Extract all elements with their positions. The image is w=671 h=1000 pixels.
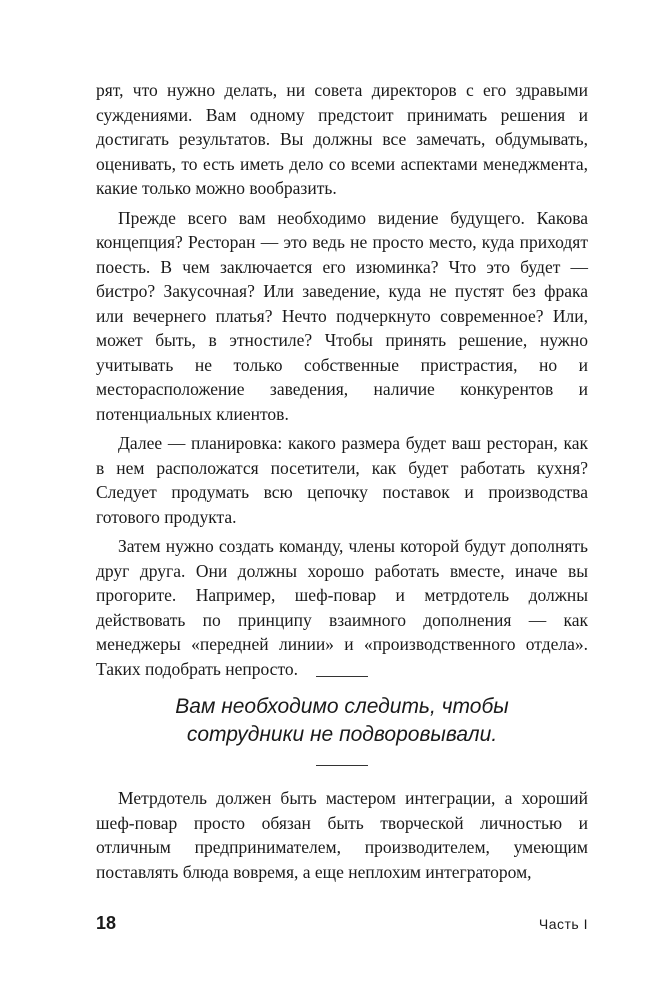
body-text: [96, 78, 588, 686]
pull-quote-top-rule: [316, 676, 368, 677]
paragraph-continued: рят, что нужно делать, ни совета директоров с его здравыми суждениями. Вам одному предстоит принимать решения и достигать результатов. Вы должны все замечать, обдумывать, оценивать, то есть иметь дело со всеми аспектами менеджмента, какие только можно вообразить.: [96, 80, 588, 198]
pull-quote-bottom-rule: [316, 765, 368, 766]
paragraph-team: Затем нужно создать команду, члены которой будут дополнять друг друга. Они должны хорошо работать вместе, иначе вы прогорите. Например, шеф-повар и метрдотель должны действовать по принципу взаимного дополнения — как менеджеры «передней линии» и «производственного отдела». Таких подобрать непросто.: [96, 536, 588, 679]
page-number: 18: [96, 913, 117, 933]
body-text-continued: [96, 786, 588, 889]
paragraph-vision: Прежде всего вам необходимо видение будущего. Какова концепция? Ресторан — это ведь не просто место, куда приходят поесть. В чем заключается его изюминка? Что это будет — бистро? Закусочная? Или заведение, куда не пустят без фрака или вечернего платья? Нечто подчеркнуто современное? Или, может быть, в этностиле? Чтобы принять решение, нужно учитывать не только собственные пристрастия, но и месторасположение заведения, наличие конкурентов и потенциальных клиентов.: [96, 207, 588, 424]
running-footer-part: Часть I: [538, 916, 588, 932]
pull-quote-block: [130, 676, 554, 766]
pull-quote: Вам необходимо следить, чтобы сотрудники не подворовывали.: [175, 695, 509, 746]
paragraph-maitre-d: Метрдотель должен быть мастером интеграции, а хороший шеф-повар просто обязан быть творческой личностью и отличным предпринимателем, производителем, умеющим поставлять блюда вовремя, а еще неплохим интегратором,: [96, 788, 588, 882]
page-footer: [96, 913, 588, 934]
paragraph-layout: Далее — планировка: какого размера будет ваш ресторан, как в нем расположатся посетители, как будет работать кухня? Следует продумать всю цепочку поставок и производства готового продукта.: [96, 433, 588, 527]
